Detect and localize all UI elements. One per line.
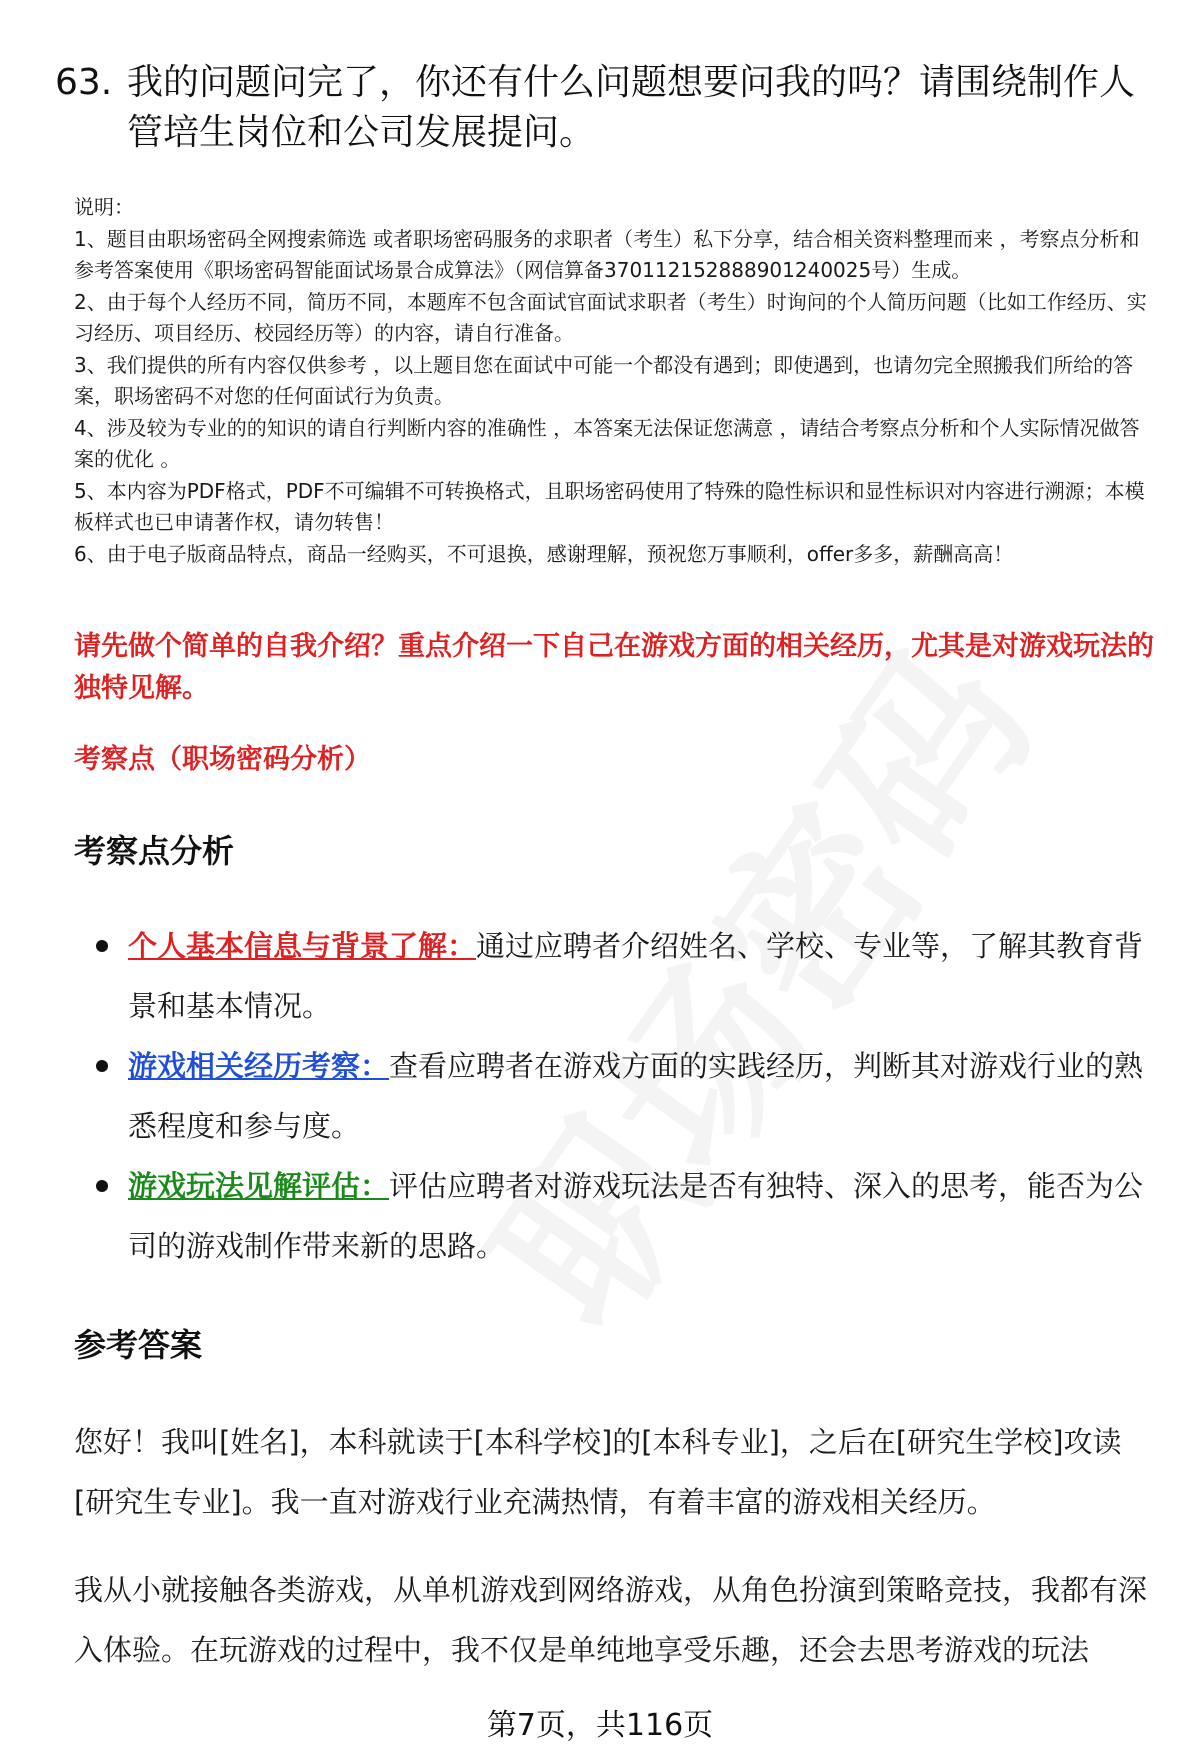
bullet-icon — [96, 1060, 108, 1072]
question-number: 63. — [55, 62, 113, 103]
bullet-icon — [96, 1180, 108, 1192]
bullet-text: 通过应聘者介绍姓名、学校、专业等，了解其教育背景和基本情况。 — [128, 929, 1144, 1023]
answer-paragraph: 我从小就接触各类游戏，从单机游戏到网络游戏，从角色扮演到策略竞技，我都有深入体验。在玩游戏的过程中，我不仅是单纯地享受乐趣，还会去思考游戏的玩法 — [74, 1573, 1148, 1667]
note-line: 3、我们提供的所有内容仅供参考 ，以上题目您在面试中可能一个都没有遇到；即使遇到，也请勿完全照搬我们所给的答案，职场密码不对您的任何面试行为负责。 — [74, 352, 1134, 408]
kaocha-label: 考察点（职场密码分析） — [74, 744, 371, 775]
bullet-label: 个人基本信息与背景了解： — [128, 929, 477, 963]
analysis-list — [96, 916, 1156, 1276]
interview-question: 请先做个简单的自我介绍？重点介绍一下自己在游戏方面的相关经历，尤其是对游戏玩法的独特见解。 — [74, 631, 1154, 704]
note-line: 6、由于电子版商品特点，商品一经购买，不可退换，感谢理解，预祝您万事顺利，offer多多，薪酬高高！ — [74, 541, 1014, 566]
answer-heading: 参考答案 — [74, 1326, 203, 1364]
answer-paragraph: 您好！我叫[姓名]，本科就读于[本科学校]的[本科专业]，之后在[研究生学校]攻读[研究生专业]。我一直对游戏行业充满热情，有着丰富的游戏相关经历。 — [74, 1425, 1122, 1519]
note-line: 2、由于每个人经历不同，简历不同，本题库不包含面试官面试求职者（考生）时询问的个人简历问题（比如工作经历、实习经历、项目经历、校园经历等）的内容，请自行准备。 — [74, 289, 1147, 345]
note-line: 4、涉及较为专业的的知识的请自行判断内容的准确性 ，本答案无法保证您满意 ，请结合考察点分析和个人实际情况做答案的优化 。 — [74, 415, 1140, 471]
note-line: 5、本内容为PDF格式，PDF不可编辑不可转换格式，且职场密码使用了特殊的隐性标识和显性标识对内容进行溯源；本模板样式也已申请著作权，请勿转售！ — [74, 478, 1145, 534]
note-line: 1、题目由职场密码全网搜索筛选 或者职场密码服务的求职者（考生）私下分享，结合相关资料整理而来 ，考察点分析和参考答案使用《职场密码智能面试场景合成算法》（网信算备370112152888901240025号）生成。 — [74, 226, 1140, 282]
bullet-label: 游戏相关经历考察： — [128, 1049, 390, 1083]
question-text: 我的问题问完了，你还有什么问题想要问我的吗？请围绕制作人管培生岗位和公司发展提问。 — [127, 62, 1136, 153]
list-item — [96, 1036, 1156, 1156]
bullet-text: 查看应聘者在游戏方面的实践经历，判断其对游戏行业的熟悉程度和参与度。 — [128, 1049, 1144, 1143]
question-title — [55, 58, 1155, 158]
list-item — [96, 916, 1156, 1036]
page-footer: 第7页，共116页 — [486, 1708, 714, 1743]
note-line: 说明： — [74, 195, 134, 219]
notes-block — [74, 192, 1159, 570]
list-item — [96, 1156, 1156, 1276]
bullet-text: 评估应聘者对游戏玩法是否有独特、深入的思考，能否为公司的游戏制作带来新的思路。 — [128, 1169, 1144, 1263]
bullet-icon — [96, 940, 108, 952]
bullet-label: 游戏玩法见解评估： — [128, 1169, 390, 1203]
analysis-heading: 考察点分析 — [74, 832, 235, 870]
